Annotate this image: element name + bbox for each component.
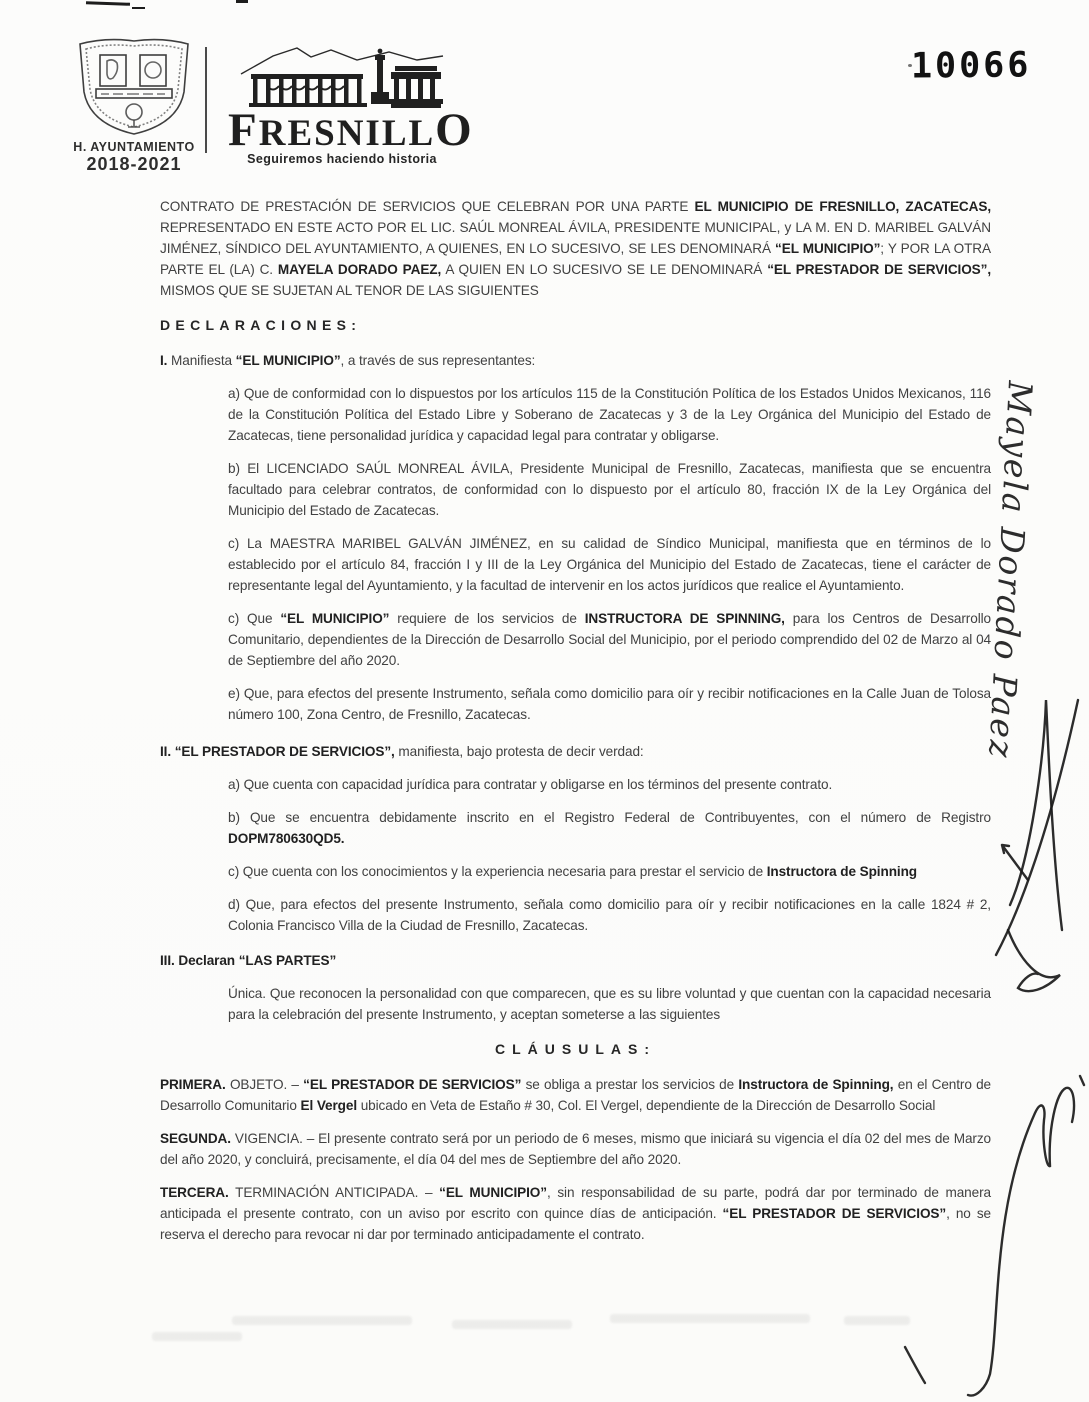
declaration-II-item-c: c) Que cuenta con los conocimientos y la experiencia necesaria para prestar el servicio de Instructora de Spinning	[228, 864, 917, 879]
declaration-III: III. Declaran “LAS PARTES”	[160, 953, 337, 968]
declaration-I: I. Manifiesta “EL MUNICIPIO”, a través de sus representantes:	[160, 353, 536, 368]
clause-segunda: SEGUNDA. VIGENCIA. – El presente contrato será por un periodo de 6 meses, mismo que iniciará su vigencia el día 02 del mes de Marzo del año 2020, y concluirá, precisamente, el día 04 del mes de Septiembre del año 2020.	[160, 1131, 991, 1167]
clausulas-heading: CLÁUSULAS:	[495, 1041, 656, 1057]
declaration-II-item-a: a) Que cuenta con capacidad jurídica para contratar y obligarse en los términos del presente contrato.	[228, 777, 833, 792]
scan-edge-artifact	[236, 0, 248, 3]
fresnillo-logo	[228, 44, 474, 166]
intro-paragraph: CONTRATO DE PRESTACIÓN DE SERVICIOS QUE CELEBRAN POR UNA PARTE EL MUNICIPIO DE FRESNILLO, ZACATECAS, REPRESENTADO EN ESTE ACTO POR EL LIC. SAÚL MONREAL ÁVILA, PRESIDENTE MUNICIPAL, y LA M. EN D. MARIBEL GALVÁN JIMÉNEZ, SÍNDICO DEL AYUNTAMIENTO, A QUIENES, EN LO SUCESIVO, SE LES DENOMINARÁ “EL MUNICIPIO”; Y POR LA OTRA PARTE EL (LA) C. MAYELA DORADO PAEZ, A QUIEN EN LO SUCESIVO SE LE DENOMINARÁ “EL PRESTADOR DE SERVICIOS”, MISMOS QUE SE SUJETAN AL TENOR DE LAS SIGUIENTES	[160, 199, 992, 298]
declaration-I-item-b: b) El LICENCIADO SAÚL MONREAL ÁVILA, Presidente Municipal de Fresnillo, Zacatecas, manifiesta que se encuentra facultado para celebrar contratos, de conformidad con lo dispuesto por el artículo 80, fracción IX de la Ley Orgánica del Municipio del Estado de Zacatecas.	[228, 461, 991, 518]
bleed-through-artifact	[152, 1332, 242, 1341]
crest-caption-line1: H. AYUNTAMIENTO	[73, 140, 195, 154]
declaration-I-item-a: a) Que de conformidad con lo dispuestos por los artículos 115 de la Constitución Política de los Estados Unidos Mexicanos, 116 de la Constitución Política del Estado Libre y Soberano de Zacatecas y 3 de la Ley Orgánica del Municipio del Estado de Zacatecas, tiene personalidad jurídica y capacidad legal para contratar y obligarse.	[228, 386, 991, 443]
logo-tagline: Seguiremos haciendo historia	[247, 152, 437, 166]
header-divider	[205, 47, 207, 153]
declaration-III-unica: Única. Que reconocen la personalidad con que comparecen, que es su libre voluntad y que cuentan con la capacidad necesaria para la celebración del presente Instrumento, y aceptan someterse a las siguientes	[228, 986, 991, 1022]
municipal-crest	[70, 34, 198, 175]
bleed-through-artifact	[610, 1314, 810, 1323]
declaration-II: II. “EL PRESTADOR DE SERVICIOS”, manifiesta, bajo protesta de decir verdad:	[160, 744, 644, 759]
logo-wordmark: FRESNILLO	[228, 104, 474, 156]
folio-number-stamp: 10066	[910, 45, 1032, 87]
crest-caption-line2: 2018-2021	[86, 154, 182, 174]
scan-edge-artifact	[132, 7, 145, 9]
bleed-through-artifact	[452, 1320, 572, 1329]
declaration-I-item-c: c) La MAESTRA MARIBEL GALVÁN JIMÉNEZ, en su calidad de Síndico Municipal, manifiesta que en términos de lo establecido por el artículo 84, fracción I y III de la Ley Orgánica del Municipio del Estado de Zacatecas, tiene el carácter de representante legal del Ayuntamiento, y la facultad de intervenir en los actos jurídicos que realice el Ayuntamiento.	[228, 536, 991, 593]
monument-icon	[239, 44, 445, 108]
flourish-stroke-icon	[880, 1050, 1089, 1402]
coat-of-arms-icon	[70, 34, 198, 138]
scan-edge-artifact	[86, 1, 130, 6]
bleed-through-artifact	[232, 1316, 412, 1325]
clause-primera: PRIMERA. OBJETO. – “EL PRESTADOR DE SERVICIOS” se obliga a prestar los servicios de Instructora de Spinning, en el Centro de Desarrollo Comunitario El Vergel ubicado en Veta de Estaño # 30, Col. El Vergel, dependiente de la Dirección de Desarrollo Social	[160, 1077, 991, 1113]
signature-scribble-icon	[985, 665, 1089, 1010]
declaration-II-item-b: b) Que se encuentra debidamente inscrito en el Registro Federal de Contribuyentes, con el número de Registro DOPM780630QD5.	[228, 810, 991, 846]
declaration-II-item-d: d) Que, para efectos del presente Instrumento, señala como domicilio para oír y recibir notificaciones en la calle 1824 # 2, Colonia Francisco Villa de la Ciudad de Fresnillo, Zacatecas.	[228, 897, 991, 933]
bleed-through-artifact	[844, 1316, 910, 1325]
clause-tercera: TERCERA. TERMINACIÓN ANTICIPADA. – “EL MUNICIPIO”, sin responsabilidad de su parte, podrá dar por terminado de manera anticipada el presente contrato, con un aviso por escrito con quince días de anticipación. “EL PRESTADOR DE SERVICIOS”, no se reserva el derecho para revocar ni dar por terminado anticipadamente el contrato.	[160, 1185, 991, 1242]
crest-caption	[70, 140, 198, 175]
contract-body	[160, 196, 991, 1257]
declaration-I-item-d: c) Que “EL MUNICIPIO” requiere de los servicios de INSTRUCTORA DE SPINNING, para los Centros de Desarrollo Comunitario, dependientes de la Dirección de Desarrollo Social del Municipio, por el periodo comprendido del 02 de Marzo al 04 de Septiembre del año 2020.	[228, 611, 991, 668]
handwritten-margin-name: Mayela Dorado Paez	[981, 379, 1040, 761]
declaraciones-heading: DECLARACIONES:	[160, 317, 362, 333]
declaration-I-item-e: e) Que, para efectos del presente Instrumento, señala como domicilio para oír y recibir notificaciones en la Calle Juan de Tolosa número 100, Zona Centro, de Fresnillo, Zacatecas.	[228, 686, 991, 722]
